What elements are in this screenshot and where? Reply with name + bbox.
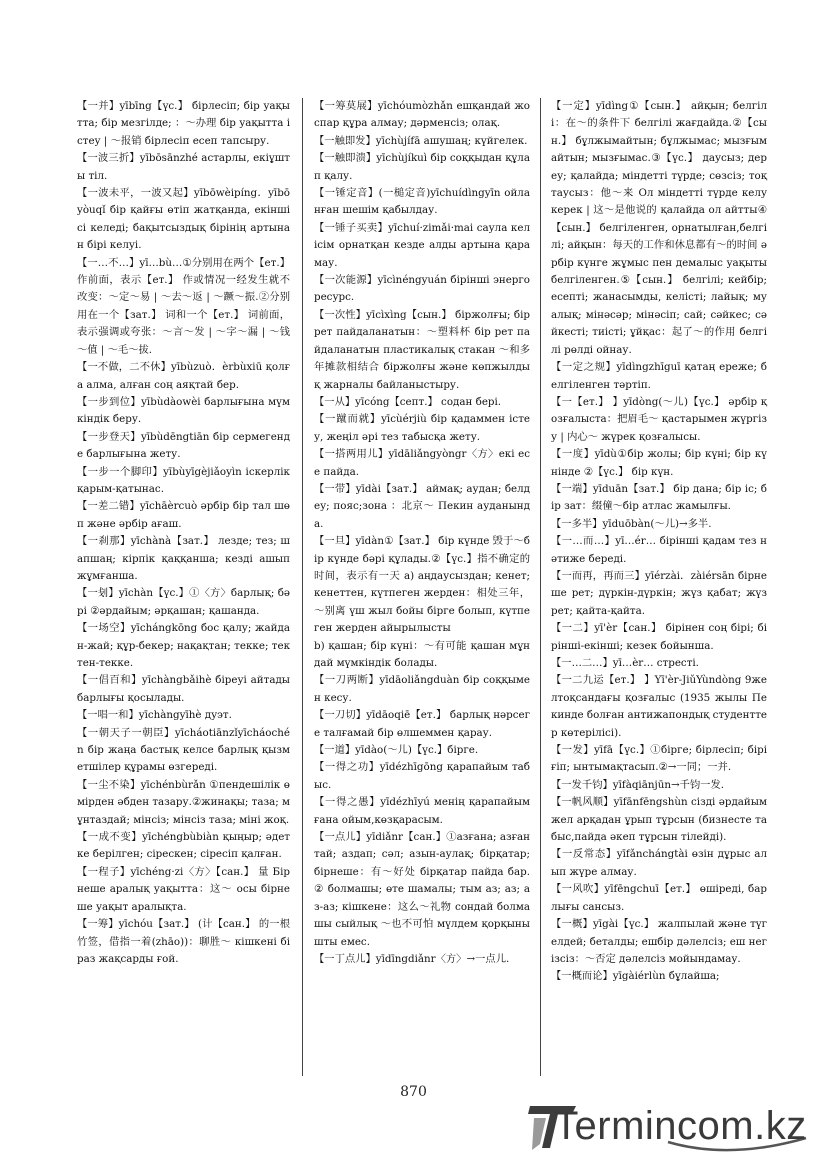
dictionary-entry: 【一朝天子一朝臣】yīcháotiānzǐyīcháochén бір жаңа бастық келсе барлық қызметшілер құрамы өзгереді. [77,726,290,774]
dictionary-entry: 【一风吹】yīfēngchuī【ет.】 өшіреді, барлығы сансыз. [551,883,767,913]
dictionary-entry: 【一道】yīdào(～儿)【үс.】бірге. [314,744,479,757]
dictionary-entry: 【一发】yīfā【үс.】①бірге; бірлесіп; біріғіп; ынтымақтасып.②→一同；一并. [551,744,767,774]
watermark-text: Termincom.kz [554,1104,807,1148]
dictionary-entry: 【一蹴而就】yīcùérjiù бір қадаммен істеу, жеңіл әрі тез табысқа жету. [314,413,530,443]
column-divider [540,98,541,1076]
dictionary-entry: 【一【ет.】 】yīdòng(～儿)【үс.】 әрбір қозғалыста：把眉毛～ қастарымен жүргізу | 内心～ жүрек қозғалысы. [551,395,767,443]
dictionary-entry: 【一筹】yīchóu【зат.】 (计【сан.】 的一根竹签，借指一着(zhāo))：聊胜～ кішкені біраз жақсарды ғой. [77,918,290,965]
dictionary-entry: 【一次性】yīcìxìng【сын.】 біржолғы; бір рет пайдаланатын：～塑料杯 бір рет пайдаланатын пластикалық стакан ～和多年摊款相结合 біржолғы және көпжылдық жарналы байланыстыру. [314,308,530,391]
dictionary-entry: 【一…不…】yī…bù…①分别用在两个【ет.】 作前面，表示【ет.】 作或情况一经发生就不改变：～定～易 | ～去～返 | ～蹶～振.②分别用在一个【зат.】 词和一个【ет.】 词前面，表示强调或夸张：～言～发 | ～字～漏 | ～钱～值 | ～毛～拔. [77,256,290,356]
page-number: 870 [400,1084,427,1100]
dictionary-entry: 【一二】yī'èr【сан.】 бірінен соң бірі; бірінші-екінші; кезек бойынша. [551,622,767,652]
dictionary-entry: 【一带】yīdài【зат.】 аймақ; аудан; белдеу; пояс;зона ：北京～ Пекин ауданында. [314,482,530,530]
dictionary-entry: 【一并】yībīng【үс.】 бірлесіп; бір уақытта; бір мезгілде; ：～办理 бір уақытта істеу | ～报销 бірлесіп есеп тапсыру. [77,100,290,147]
column-1 [77,98,290,968]
dictionary-entry: 【一触即发】yīchùjífā ашушаң; күйгелек. [314,134,528,147]
dictionary-entry: 【一概】yīgài【үс.】 жалпылай және түгелдей; беталды; ешбір дәлелсіз; еш негізсіз：～否定 дәлелсіз мойындамау. [551,918,767,965]
dictionary-entry: 【一度】yīdù①бір жолы; бір күні; бір күнінде ②【үс.】 бір күн. [551,448,767,478]
dictionary-entry: 【一从】yīcóng【септ.】 содан бері. [314,395,502,408]
column-3 [551,98,767,986]
dictionary-entry: 【一不做，二不休】yībùzuò．èrbùxiū қолға алма, алған соң аяқтай бер. [77,361,290,391]
column-2 [314,98,530,968]
dictionary-entry: 【一定】yīdìng①【сын.】 айқын; белгілі：在～的条件下 белгілі жағдайда.②【сын.】 бұлжымайтын; бұлжымас; мызғымайтын; мызғымас.③【үс.】 даусыз; дерeу; қалайда; міндетті түрде; сөзсіз; тоқтаусыз：他～来 Ол міндетті түрде келу керек | 这～是他说的 қалайда ол айтты④【сын.】 белгіленген, орнатылған,белгілі; айқын：每天的工作和休息都有～的时间 әрбір күнге жұмыс пен демалыс уақыты белгіленген.⑤【сын.】 белгілі; кейбір; есепті; жанасымды, келісті; лайық; муалық; мінәсәр; мінәсіп; сай; сәйкес; сәйкесті; тиісті; ұйқас：起了～的作用 белгілі рөлді ойнау. [551,100,767,356]
dictionary-entry: 【一波三折】yībōsānzhé астарлы, екіұшты тіл. [77,152,290,182]
dictionary-entry: 【一得之功】yīdézhīgōng қарапайым табыс. [314,761,530,791]
dictionary-entry: 【一丁点儿】yīdīngdiǎnr〈方〉→一点儿. [314,952,510,965]
dictionary-entry: 【一端】yīduān【зат.】 бір дана; бір іс; бір зат：缀僮～бір атлас жамылғы. [551,482,767,513]
dictionary-entry: 【一步登天】yībùdēngtiān бір сермегенде барлығына жету. [77,430,290,461]
dictionary-entry: 【一点儿】yīdiǎnr【сан.】①азғана; азғантай; аздап; сәл; азын-аулақ; бірқатар; бірнеше：有～好处 бірқатар пайда бар.② болмашы; өте шамалы; тым аз; аз; аз-аз; кішкене：这么～礼物 сондай болмашы сыйлық ～也不可怕 мүлдем қорқынышты емес. [314,831,530,948]
dictionary-entry: 【一锤子买卖】yīchuí·zimǎi·mai саула келісім орнатқан кезде алды артына қарамау. [314,221,530,269]
dictionary-entry: 【一旦】yīdàn①【зат.】 бір күнде 毁于～бір күнде бәрі құлады.②【үс.】指不确定的时间，表示有一天 a) аңдаусыздан; кенет; кенеттен, күтпеген жерден：相处三年，～别离 үш жыл бойы бірге болып, күтпеген жерден айырылысты [314,535,530,635]
dictionary-entry: 【一刀切】yīdāoqiē【ет.】 барлық нәрсеге талғамай бір өлшеммен қарау. [314,709,530,739]
site-watermark-logo [520,1098,820,1158]
dictionary-entry: 【一场空】yīchángkōng бос қалу; жайдан-жай; құр-бекер; нақақтан; текке; тектен-текке. [77,622,290,669]
dictionary-entry: 【一步一个脚印】yībùyīgèjiǎoyìn іскерлік қарым-қатынас. [77,465,290,495]
column-divider [302,98,303,1076]
dictionary-entry: 【一波未平，一波又起】yībōwèipíng．yībōyòuqǐ бір қайғы өтіп жатқанда, екіншісі келеді; бақытсыздық бірінің артынан бірі келуі. [77,187,290,252]
dictionary-entry: 【一而再，再而三】yīérzài．zàiérsān бірнеше рет; дүркін-дүркін; жүз қабат; жүз рет; қайта-қайта. [551,569,767,617]
dictionary-entry: 【一定之规】yīdìngzhīguī қатаң ереже; белгіленген тәртіп. [551,361,767,391]
dictionary-entry: 【一差二错】yīchāèrcuò әрбір бір тал шөп және әрбір ағаш. [77,500,290,530]
dictionary-entry: 【一…而…】yī…ér… бірінші қадам тез нәтиже береді. [551,535,767,565]
dictionary-entry: 【一二九运【ет.】 】Yī'èr-JiǔYùndòng 9желтоқсандағы қозғалыс (1935 жылы Пекинде болған антижапондық студенттер көтерілісі). [551,674,767,739]
dictionary-entry: 【一尘不染】yīchénbùrǎn ①пендешілік өмірден әбден тазару.②жинақы; таза; мұнтаздай; мінсіз; мінсіз таза; міні жоқ. [77,778,290,826]
dictionary-entry: 【一程子】yīchéng·zi〈方〉【сан.】 量 Бірнеше аралық уақытта：这～ осы бірнеше уақыт аралықта. [77,865,290,913]
dictionary-entry: 【一得之愚】yīdézhīyú менің қарапайым ғана ойым,көзқарасым. [314,796,530,826]
dictionary-entry: 【一锤定音】(一槌定音)yīchuídìngyīn ойланған шешім қабылдау. [314,187,530,217]
dictionary-entry: 【一唱一和】yīchàngyīhè дуэт. [77,709,232,722]
dictionary-entry: 【一多半】yīduōbàn(～儿)→多半. [551,517,712,530]
dictionary-entry: 【一筹莫展】yīchóumòzhǎn ешқандай жоспар құра алмау; дәрменсіз; олақ. [314,100,530,130]
dictionary-entry: 【一搭两用儿】yīdāliǎngyòngr〈方〉екі есе пайда. [314,448,530,478]
dictionary-entry: 【一刹那】yīchànà【зат.】 лезде; тез; шапшаң; кірпік қаққанша; кезді ашып жұмғанша. [77,535,290,582]
dictionary-entry: 【一发千钧】yīfàqiānjūn→千钧一发. [551,778,725,791]
dictionary-entry: 【一反常态】yīfǎnchángtài өзін дұрыс алып жүре алмау. [551,848,767,878]
dictionary-entry: 【一成不变】yīchéngbùbiàn қыңыр; әдетке берілген; сірескен; сіресіп қалған. [77,831,290,861]
dictionary-entry: 【一…二…】yī…èr… стресті. [551,657,699,669]
dictionary-entry: 【一步到位】yībùdàowèi барлығына мүмкіндік беру. [77,395,290,426]
dictionary-entry: 【一刀两断】yīdāoliǎngduàn бір соққымен кесу. [314,674,530,704]
dictionary-entry: 【一帆风顺】yīfānfēngshùn сізді әрдайым жел арқадан ұрып тұрсын (бизнесте табыс,пайда әкеп тұрсын тілейді). [551,796,767,844]
dictionary-entry: 【一刬】yīchàn【үс.】①〈方〉барлық; бәрі ②әрдайым; әрқашан; қашанда. [77,587,290,617]
dictionary-entry: 【一触即溃】yīchùjíkuì бір соққыдан құлап қалу. [314,152,530,182]
dictionary-entry: b) қашан; бір күні：～有可能 қашан мұндай мүмкіндік болады. [314,639,530,669]
dictionary-entry: 【一次能源】yīcìnéngyuán біріншi энергоресурс. [314,274,530,304]
dictionary-entry: 【一概而论】yīgàiérlùn бұлайша; [551,970,720,983]
dictionary-entry: 【一倡百和】yīchàngbǎihè біреуі айтады барлығы қосылады. [77,674,290,704]
